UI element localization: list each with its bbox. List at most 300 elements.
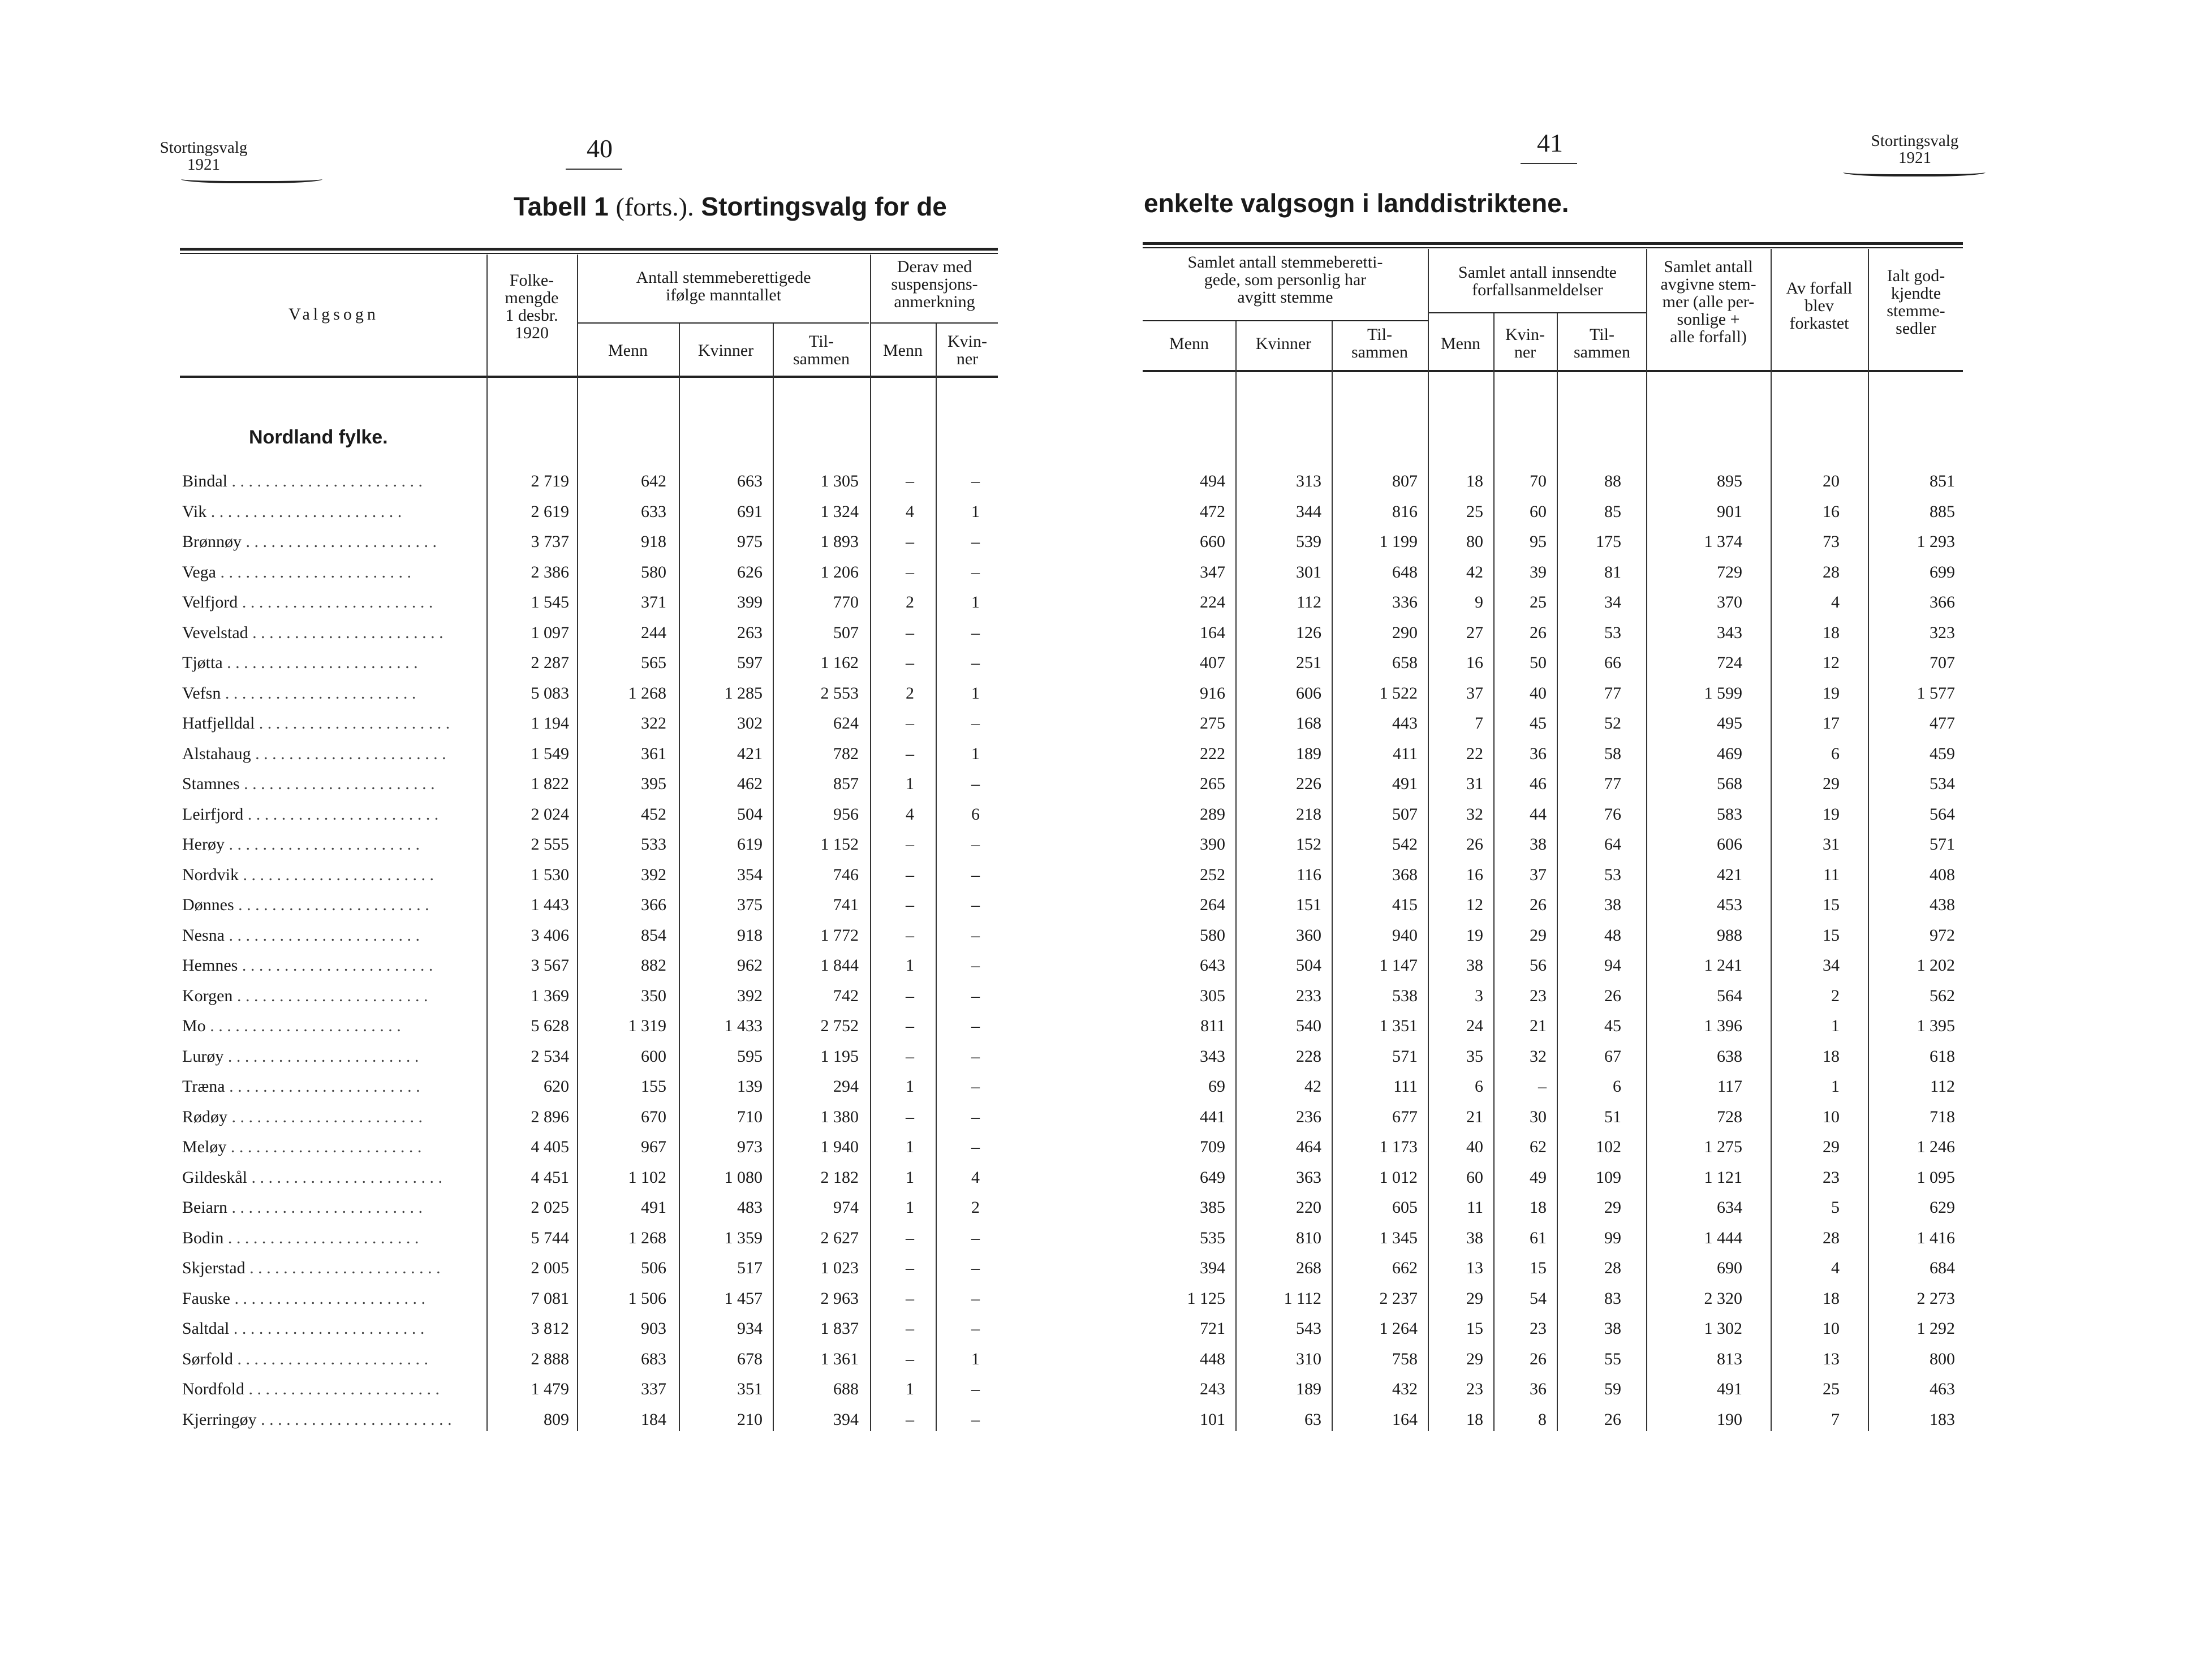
cell-pk: 168 xyxy=(1296,714,1321,733)
cell-pk: 126 xyxy=(1296,623,1321,642)
cell-it: 175 xyxy=(1596,532,1621,551)
right-innsendte-subrule xyxy=(1429,312,1646,313)
cell-ik: 60 xyxy=(1530,502,1547,521)
cell-folk: 2 005 xyxy=(531,1259,569,1277)
cell-pm: 916 xyxy=(1200,683,1225,703)
cell-kvinner: 375 xyxy=(737,895,763,914)
cell-kvinner: 392 xyxy=(737,986,763,1005)
cell-im: 7 xyxy=(1475,714,1483,733)
cell-gd: 1 202 xyxy=(1917,956,1955,975)
cell-pk: 112 xyxy=(1297,593,1321,611)
cell-fk: 18 xyxy=(1823,623,1840,642)
cell-menn: 1 506 xyxy=(628,1289,666,1308)
header-valgsogn: Valgsogn xyxy=(288,305,379,324)
cell-im: 80 xyxy=(1466,532,1483,551)
cell-it: 29 xyxy=(1604,1198,1621,1217)
cell-kvinner: 678 xyxy=(737,1349,763,1368)
row-name-text: Hatfjelldal xyxy=(182,714,255,733)
cell-til: 974 xyxy=(833,1198,859,1217)
cell-folk: 1 822 xyxy=(531,774,569,793)
cell-folk: 1 194 xyxy=(531,714,569,733)
cell-menn: 1 268 xyxy=(628,1228,666,1247)
cell-pk: 189 xyxy=(1296,1380,1321,1398)
cell-it: 28 xyxy=(1604,1259,1621,1277)
cell-sk: – xyxy=(971,1319,980,1338)
cell-menn: 491 xyxy=(641,1198,666,1217)
row-name-text: Bodin xyxy=(182,1228,224,1247)
cell-gd: 1 292 xyxy=(1917,1319,1955,1338)
cell-sm: – xyxy=(906,1410,914,1429)
cell-ik: 40 xyxy=(1530,683,1547,703)
cell-til: 1 380 xyxy=(820,1107,859,1126)
cell-sm: – xyxy=(906,1349,914,1368)
cell-pm: 275 xyxy=(1200,714,1225,733)
right-header-bottom-rule xyxy=(1143,370,1963,372)
header-avgivne: Samlet antall avgivne stem- mer (alle per- sonlige + alle forfall) xyxy=(1660,257,1756,346)
cell-fk: 10 xyxy=(1823,1107,1840,1126)
cell-it: 109 xyxy=(1596,1168,1621,1187)
cell-gd: 408 xyxy=(1930,865,1955,884)
header-godkjendte: Ialt god- kjendte stemme- sedler xyxy=(1887,266,1945,338)
cell-ik: 15 xyxy=(1530,1259,1547,1277)
cell-til: 394 xyxy=(833,1410,859,1429)
cell-folk: 2 555 xyxy=(531,835,569,854)
cell-folk: 809 xyxy=(544,1410,569,1429)
cell-pm: 535 xyxy=(1200,1228,1225,1247)
left-page-number: 40 xyxy=(587,134,613,163)
cell-menn: 337 xyxy=(641,1380,666,1398)
row-name-text: Skjerstad xyxy=(182,1259,246,1277)
valgsogn-name xyxy=(182,708,483,739)
cell-folk: 1 530 xyxy=(531,865,569,884)
cell-im: 32 xyxy=(1466,804,1483,824)
cell-pk: 464 xyxy=(1296,1138,1321,1156)
cell-ik: 30 xyxy=(1530,1107,1547,1126)
cell-sm: 2 xyxy=(906,683,914,703)
row-name-text: Nordvik xyxy=(182,865,239,884)
cell-folk: 3 737 xyxy=(531,532,569,551)
row-name-text: Alstahaug xyxy=(182,744,251,763)
row-name-text: Kjerringøy xyxy=(182,1410,257,1429)
leader-dots: . . . . . . . . . . . . . . . . . . . . . . . xyxy=(244,1380,440,1398)
cell-ik: 18 xyxy=(1530,1198,1547,1217)
cell-til: 1 772 xyxy=(820,925,859,945)
cell-ik: 70 xyxy=(1530,472,1547,490)
cell-it: 58 xyxy=(1604,744,1621,763)
cell-menn: 600 xyxy=(641,1046,666,1066)
cell-kvinner: 973 xyxy=(737,1138,763,1156)
row-name-text: Tjøtta xyxy=(182,653,223,672)
cell-fk: 2 xyxy=(1831,986,1840,1005)
row-name-text: Dønnes xyxy=(182,895,234,914)
cell-pk: 218 xyxy=(1296,804,1321,824)
leader-dots: . . . . . . . . . . . . . . . . . . . . . . . xyxy=(221,683,416,703)
cell-pt: 507 xyxy=(1392,804,1418,824)
cell-sk: – xyxy=(971,774,980,793)
cell-fk: 1 xyxy=(1831,1077,1840,1096)
cell-gd: 564 xyxy=(1930,804,1955,824)
cell-folk: 2 024 xyxy=(531,804,569,824)
valgsogn-name xyxy=(182,1162,483,1193)
valgsogn-name xyxy=(182,890,483,920)
cell-til: 770 xyxy=(833,593,859,611)
cell-sk: – xyxy=(971,472,980,490)
cell-fk: 11 xyxy=(1823,865,1840,884)
cell-folk: 1 443 xyxy=(531,895,569,914)
cell-folk: 2 619 xyxy=(531,502,569,521)
cell-sk: – xyxy=(971,956,980,975)
cell-ik: 49 xyxy=(1530,1168,1547,1187)
cell-fk: 20 xyxy=(1823,472,1840,490)
cell-ik: 38 xyxy=(1530,835,1547,854)
cell-av: 1 444 xyxy=(1704,1228,1742,1247)
cell-sk: 1 xyxy=(971,502,980,521)
cell-av: 583 xyxy=(1717,804,1742,824)
cell-til: 741 xyxy=(833,895,859,914)
cell-kvinner: 462 xyxy=(737,774,763,793)
cell-kvinner: 354 xyxy=(737,865,763,884)
cell-fk: 18 xyxy=(1823,1046,1840,1066)
running-header-line2: 1921 xyxy=(187,156,220,174)
leader-dots: . . . . . . . . . . . . . . . . . . . . . . . xyxy=(224,925,420,945)
cell-sk: – xyxy=(971,532,980,551)
cell-im: 26 xyxy=(1466,835,1483,854)
cell-pt: 1 351 xyxy=(1379,1016,1418,1035)
cell-pk: 310 xyxy=(1296,1349,1321,1368)
cell-kvinner: 399 xyxy=(737,593,763,611)
cell-pm: 265 xyxy=(1200,774,1225,793)
row-name-text: Fauske xyxy=(182,1289,230,1308)
header-derav-kvinner: Kvin- ner xyxy=(948,332,987,368)
cell-ik: 36 xyxy=(1530,1380,1547,1398)
cell-av: 1 302 xyxy=(1704,1319,1742,1338)
cell-av: 606 xyxy=(1717,835,1742,854)
cell-pt: 542 xyxy=(1392,835,1418,854)
row-name-text: Leirfjord xyxy=(182,804,244,824)
cell-pt: 411 xyxy=(1393,744,1418,763)
cell-gd: 112 xyxy=(1930,1077,1955,1096)
cell-menn: 322 xyxy=(641,714,666,733)
cell-pt: 1 199 xyxy=(1379,532,1418,551)
row-name-text: Saltdal xyxy=(182,1319,230,1338)
cell-ik: 25 xyxy=(1530,593,1547,611)
cell-sm: 1 xyxy=(906,1168,914,1187)
cell-gd: 684 xyxy=(1930,1259,1955,1277)
cell-av: 1 374 xyxy=(1704,532,1742,551)
cell-folk: 4 451 xyxy=(531,1168,569,1187)
cell-sk: – xyxy=(971,925,980,945)
cell-it: 6 xyxy=(1613,1077,1621,1096)
valgsogn-name xyxy=(182,678,483,709)
cell-folk: 2 896 xyxy=(531,1107,569,1126)
cell-im: 38 xyxy=(1466,1228,1483,1247)
cell-pt: 443 xyxy=(1392,714,1418,733)
cell-sm: – xyxy=(906,1289,914,1308)
leader-dots: . . . . . . . . . . . . . . . . . . . . . . . xyxy=(248,623,443,642)
cell-til: 746 xyxy=(833,865,859,884)
cell-fk: 15 xyxy=(1823,925,1840,945)
cell-folk: 7 081 xyxy=(531,1289,569,1308)
cell-sk: – xyxy=(971,1410,980,1429)
valgsogn-name xyxy=(182,1071,483,1102)
cell-av: 190 xyxy=(1717,1410,1742,1429)
cell-sm: 4 xyxy=(906,804,914,824)
leader-dots: . . . . . . . . . . . . . . . . . . . . . . . xyxy=(223,1046,419,1066)
cell-sm: 2 xyxy=(906,593,914,611)
cell-til: 2 963 xyxy=(820,1289,859,1308)
cell-folk: 3 406 xyxy=(531,925,569,945)
valgsogn-name xyxy=(182,1313,483,1344)
cell-folk: 2 719 xyxy=(531,472,569,490)
cell-sk: – xyxy=(971,1077,980,1096)
cell-it: 66 xyxy=(1604,653,1621,672)
cell-kvinner: 1 433 xyxy=(724,1016,763,1035)
cell-fk: 29 xyxy=(1823,774,1840,793)
cell-menn: 854 xyxy=(641,925,666,945)
cell-im: 16 xyxy=(1466,653,1483,672)
cell-folk: 5 744 xyxy=(531,1228,569,1247)
cell-gd: 562 xyxy=(1930,986,1955,1005)
cell-pt: 605 xyxy=(1392,1198,1418,1217)
valgsogn-name xyxy=(182,1192,483,1223)
cell-it: 99 xyxy=(1604,1228,1621,1247)
cell-av: 901 xyxy=(1717,502,1742,521)
cell-pk: 540 xyxy=(1296,1016,1321,1035)
row-name-text: Stamnes xyxy=(182,774,240,793)
cell-menn: 882 xyxy=(641,956,666,975)
cell-pk: 228 xyxy=(1296,1046,1321,1066)
cell-sk: – xyxy=(971,1228,980,1247)
cell-ik: 45 xyxy=(1530,714,1547,733)
cell-menn: 533 xyxy=(641,835,666,854)
cell-menn: 371 xyxy=(641,593,666,611)
cell-av: 988 xyxy=(1717,925,1742,945)
right-samlet-subrule xyxy=(1143,320,1428,321)
row-name-text: Brønnøy xyxy=(182,532,242,551)
row-name-text: Meløy xyxy=(182,1138,227,1156)
region-heading: Nordland fylke. xyxy=(249,427,388,448)
cell-til: 2 627 xyxy=(820,1228,859,1247)
cell-sk: – xyxy=(971,714,980,733)
row-name-text: Vega xyxy=(182,562,216,581)
cell-ik: 44 xyxy=(1530,804,1547,824)
cell-menn: 670 xyxy=(641,1107,666,1126)
cell-til: 742 xyxy=(833,986,859,1005)
leader-dots: . . . . . . . . . . . . . . . . . . . . . . . xyxy=(233,1349,428,1368)
header-innsendte: Samlet antall innsendte forfallsanmeldelser xyxy=(1458,263,1617,299)
cell-sm: – xyxy=(906,925,914,945)
leader-dots: . . . . . . . . . . . . . . . . . . . . . . . xyxy=(216,562,411,581)
cell-pt: 368 xyxy=(1392,865,1418,884)
right-top-rule-thin xyxy=(1143,247,1963,248)
cell-fk: 16 xyxy=(1823,502,1840,521)
left-header-brace xyxy=(181,173,322,183)
cell-pk: 220 xyxy=(1296,1198,1321,1217)
cell-im: 21 xyxy=(1466,1107,1483,1126)
cell-kvinner: 483 xyxy=(737,1198,763,1217)
cell-gd: 800 xyxy=(1930,1349,1955,1368)
cell-ik: 23 xyxy=(1530,1319,1547,1338)
cell-av: 117 xyxy=(1717,1077,1742,1096)
cell-sm: – xyxy=(906,1046,914,1066)
cell-til: 1 195 xyxy=(820,1046,859,1066)
cell-sk: 1 xyxy=(971,744,980,763)
leader-dots: . . . . . . . . . . . . . . . . . . . . . . . xyxy=(206,502,402,521)
cell-sk: – xyxy=(971,1046,980,1066)
cell-im: 37 xyxy=(1466,683,1483,703)
cell-fk: 5 xyxy=(1831,1198,1840,1217)
cell-menn: 903 xyxy=(641,1319,666,1338)
cell-sm: – xyxy=(906,1228,914,1247)
cell-gd: 438 xyxy=(1930,895,1955,914)
cell-im: 27 xyxy=(1466,623,1483,642)
cell-pm: 494 xyxy=(1200,472,1225,490)
cell-im: 13 xyxy=(1466,1259,1483,1277)
cell-folk: 3 567 xyxy=(531,956,569,975)
cell-im: 16 xyxy=(1466,865,1483,884)
cell-pm: 811 xyxy=(1200,1016,1225,1035)
cell-sm: – xyxy=(906,895,914,914)
cell-kvinner: 691 xyxy=(737,502,763,521)
cell-sk: – xyxy=(971,1380,980,1398)
cell-av: 568 xyxy=(1717,774,1742,793)
leader-dots: . . . . . . . . . . . . . . . . . . . . . . . xyxy=(251,744,446,763)
cell-til: 1 324 xyxy=(820,502,859,521)
cell-it: 26 xyxy=(1604,1410,1621,1429)
header-kvinner: Kvinner xyxy=(1255,334,1312,353)
right-top-rule xyxy=(1143,242,1963,245)
cell-kvinner: 421 xyxy=(737,744,763,763)
cell-av: 1 396 xyxy=(1704,1016,1742,1035)
cell-til: 1 305 xyxy=(820,472,859,490)
cell-pm: 441 xyxy=(1200,1107,1225,1126)
cell-folk: 620 xyxy=(544,1077,569,1096)
valgsogn-name xyxy=(182,920,483,951)
cell-fk: 4 xyxy=(1831,1259,1840,1277)
cell-sk: 1 xyxy=(971,593,980,611)
cell-gd: 1 095 xyxy=(1917,1168,1955,1187)
cell-av: 634 xyxy=(1717,1198,1742,1217)
row-name-text: Vik xyxy=(182,502,207,521)
leader-dots: . . . . . . . . . . . . . . . . . . . . . . . xyxy=(239,774,435,793)
cell-pm: 580 xyxy=(1200,925,1225,945)
cell-menn: 350 xyxy=(641,986,666,1005)
cell-pt: 1 522 xyxy=(1379,683,1418,703)
row-name-text: Korgen xyxy=(182,986,233,1005)
cell-it: 38 xyxy=(1604,895,1621,914)
cell-pk: 360 xyxy=(1296,925,1321,945)
leader-dots: . . . . . . . . . . . . . . . . . . . . . . . xyxy=(247,1168,442,1187)
cell-fk: 19 xyxy=(1823,804,1840,824)
cell-til: 1 023 xyxy=(820,1259,859,1277)
valgsogn-name xyxy=(182,1011,483,1041)
cell-pm: 101 xyxy=(1200,1410,1225,1429)
cell-im: 3 xyxy=(1475,986,1483,1005)
cell-pt: 432 xyxy=(1392,1380,1418,1398)
cell-pm: 224 xyxy=(1200,593,1225,611)
cell-fk: 4 xyxy=(1831,593,1840,611)
cell-gd: 463 xyxy=(1930,1380,1955,1398)
row-name-text: Nordfold xyxy=(182,1380,244,1398)
cell-pk: 63 xyxy=(1304,1410,1321,1429)
row-name-text: Velfjord xyxy=(182,593,238,611)
cell-ik: 8 xyxy=(1538,1410,1547,1429)
cell-it: 45 xyxy=(1604,1016,1621,1035)
leader-dots: . . . . . . . . . . . . . . . . . . . . . . . xyxy=(243,804,439,824)
cell-gd: 707 xyxy=(1930,653,1955,672)
valgsogn-name xyxy=(182,557,483,588)
cell-kvinner: 139 xyxy=(737,1077,763,1096)
cell-menn: 683 xyxy=(641,1349,666,1368)
header-inn-kvinner: Kvin- ner xyxy=(1505,325,1545,361)
cell-menn: 918 xyxy=(641,532,666,551)
cell-gd: 459 xyxy=(1930,744,1955,763)
cell-gd: 851 xyxy=(1930,472,1955,490)
cell-folk: 1 545 xyxy=(531,593,569,611)
header-inn-tilsammen: Til- sammen xyxy=(1574,325,1630,361)
leader-dots: . . . . . . . . . . . . . . . . . . . . . . . xyxy=(230,1289,425,1308)
cell-sk: 2 xyxy=(971,1198,980,1217)
cell-av: 495 xyxy=(1717,714,1742,733)
cell-av: 1 599 xyxy=(1704,683,1742,703)
cell-sk: – xyxy=(971,1107,980,1126)
cell-pt: 164 xyxy=(1392,1410,1418,1429)
cell-folk: 2 025 xyxy=(531,1198,569,1217)
row-name-text: Gildeskål xyxy=(182,1168,247,1187)
cell-ik: 26 xyxy=(1530,623,1547,642)
cell-kvinner: 710 xyxy=(737,1107,763,1126)
cell-gd: 323 xyxy=(1930,623,1955,642)
cell-ik: 56 xyxy=(1530,956,1547,975)
cell-pm: 407 xyxy=(1200,653,1225,672)
cell-pt: 571 xyxy=(1392,1046,1418,1066)
cell-folk: 4 405 xyxy=(531,1138,569,1156)
cell-pk: 226 xyxy=(1296,774,1321,793)
cell-fk: 6 xyxy=(1831,744,1840,763)
header-menn: Menn xyxy=(1169,334,1209,353)
cell-ik: 32 xyxy=(1530,1046,1547,1066)
cell-sm: – xyxy=(906,1319,914,1338)
cell-ik: 37 xyxy=(1530,865,1547,884)
cell-im: 18 xyxy=(1466,1410,1483,1429)
cell-av: 421 xyxy=(1717,865,1742,884)
valgsogn-name xyxy=(182,1405,483,1435)
cell-fk: 29 xyxy=(1823,1138,1840,1156)
cell-til: 1 844 xyxy=(820,956,859,975)
leader-dots: . . . . . . . . . . . . . . . . . . . . . . . xyxy=(238,956,433,975)
left-table-title xyxy=(514,191,947,222)
leader-dots: . . . . . . . . . . . . . . . . . . . . . . . xyxy=(256,1410,452,1429)
cell-gd: 571 xyxy=(1930,835,1955,854)
cell-pk: 233 xyxy=(1296,986,1321,1005)
valgsogn-name xyxy=(182,466,483,497)
cell-til: 1 837 xyxy=(820,1319,859,1338)
cell-pm: 709 xyxy=(1200,1138,1225,1156)
cell-it: 48 xyxy=(1604,925,1621,945)
cell-pm: 649 xyxy=(1200,1168,1225,1187)
valgsogn-name xyxy=(182,950,483,981)
cell-im: 42 xyxy=(1466,562,1483,581)
cell-sk: – xyxy=(971,1289,980,1308)
cell-sm: 1 xyxy=(906,774,914,793)
cell-gd: 1 395 xyxy=(1917,1016,1955,1035)
cell-til: 624 xyxy=(833,714,859,733)
cell-fk: 18 xyxy=(1823,1289,1840,1308)
cell-fk: 28 xyxy=(1823,562,1840,581)
cell-im: 19 xyxy=(1466,925,1483,945)
cell-pm: 472 xyxy=(1200,502,1225,521)
cell-kvinner: 263 xyxy=(737,623,763,642)
